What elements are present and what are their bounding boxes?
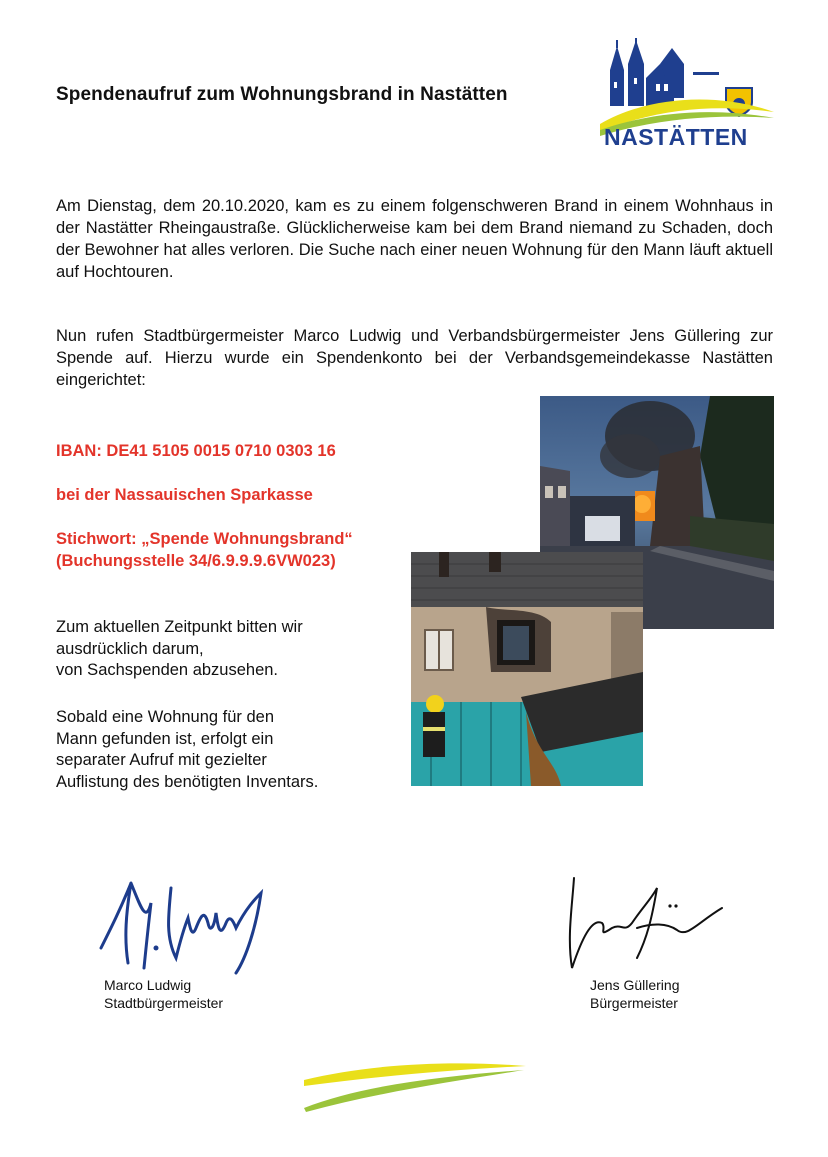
note-line: von Sachspenden abzusehen. <box>56 661 279 679</box>
signatory-name: Jens Güllering <box>590 977 680 993</box>
iban-line: IBAN: DE41 5105 0015 0710 0303 16 <box>56 442 336 460</box>
signature-marco-ludwig <box>96 868 276 978</box>
follow-up-note <box>56 707 396 793</box>
burnt-house-photo <box>411 552 643 786</box>
note-line: ausdrücklich darum, <box>56 639 204 658</box>
signatory-name: Marco Ludwig <box>104 977 192 993</box>
note-line: Auflistung des benötigten Inventars. <box>56 772 319 791</box>
footer-swoosh <box>300 1056 528 1116</box>
signature-jens-guellering <box>552 868 727 978</box>
document-title: Spendenaufruf zum Wohnungsbrand in Nastätten <box>56 84 508 105</box>
note-line: Sobald eine Wohnung für den <box>56 708 275 726</box>
signatory-left <box>104 976 223 1012</box>
intro-paragraph: Am Dienstag, dem 20.10.2020, kam es zu einem folgenschweren Brand in einem Wohnhaus in der Nastätter Rheingaustraße. Glücklicherweise kam bei dem Brand niemand zu Schaden, doch der Bewohner hat alles verloren. Die Suche nach einer neuen Wohnung für den Mann läuft aktuell auf Hochtouren. <box>56 197 773 281</box>
keyword-block <box>56 528 353 572</box>
signatory-role: Stadtbürgermeister <box>104 995 224 1011</box>
logo-wordmark: NASTÄTTEN <box>604 124 748 150</box>
donation-note <box>56 617 396 682</box>
bank-line: bei der Nassauischen Sparkasse <box>56 486 313 504</box>
signatory-role: Bürgermeister <box>590 995 678 1011</box>
note-line: Zum aktuellen Zeitpunkt bitten wir <box>56 618 303 636</box>
booking-reference: (Buchungsstelle 34/6.9.9.9.6VW023) <box>56 552 336 570</box>
note-line: Mann gefunden ist, erfolgt ein <box>56 729 274 748</box>
note-line: separater Aufruf mit gezielter <box>56 751 267 769</box>
keyword-line: Stichwort: „Spende Wohnungsbrand“ <box>56 530 353 548</box>
signatory-right <box>590 976 680 1012</box>
appeal-paragraph: Nun rufen Stadtbürgermeister Marco Ludwig und Verbandsbürgermeister Jens Güllering zur Spende auf. Hierzu wurde ein Spendenkonto bei der Verbandsgemeindekasse Nastätten eingerichtet: <box>56 327 773 389</box>
